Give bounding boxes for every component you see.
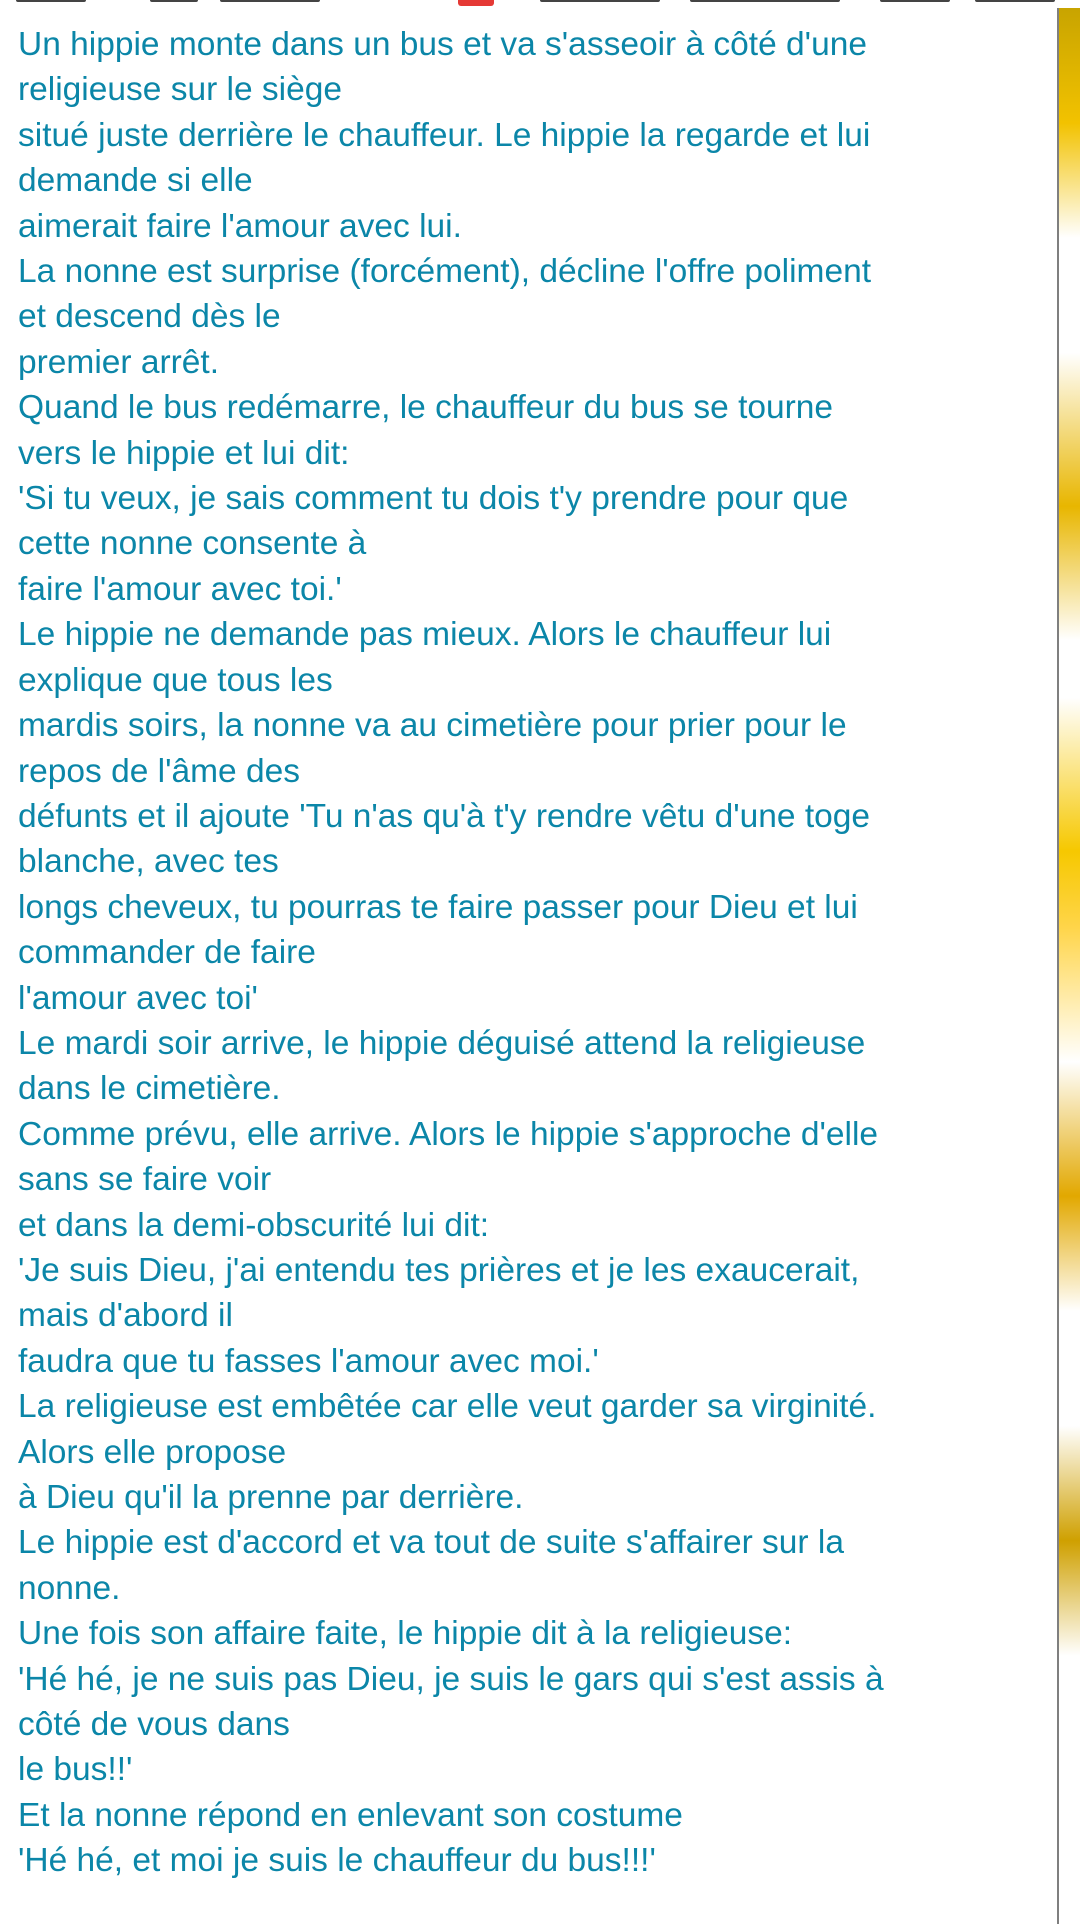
status-icons (540, 0, 660, 2)
post-text (0, 8, 1057, 1884)
post-text-line: dans le cimetière. (18, 1070, 281, 1108)
adjacent-image-edge (1059, 8, 1080, 1924)
post-content (0, 8, 1059, 1924)
post-text-line: commander de faire (18, 934, 316, 972)
post-text-line: La nonne est surprise (forcément), décline l'offre poliment (18, 253, 872, 291)
post-text-line: Le hippie est d'accord et va tout de suite s'affairer sur la (18, 1524, 844, 1562)
post-text-line: l'amour avec toi' (18, 979, 258, 1017)
post-text-line: nonne. (18, 1569, 121, 1607)
post-text-line: blanche, avec tes (18, 843, 279, 881)
post-text-line: 'Hé hé, je ne suis pas Dieu, je suis le gars qui s'est assis à (18, 1660, 884, 1698)
carrier-text-fragment (16, 0, 86, 2)
post-text-line: cette nonne consente à (18, 525, 367, 563)
status-bar (0, 0, 1080, 8)
data-speed-fragment (220, 0, 320, 2)
post-text-line: aimerait faire l'amour avec lui. (18, 207, 462, 245)
post-text-line: situé juste derrière le chauffeur. Le hippie la regarde et lui (18, 116, 871, 154)
post-text-line: le bus!!' (18, 1751, 133, 1789)
connectivity-icons (690, 0, 840, 2)
post-text-line: religieuse sur le siège (18, 71, 343, 109)
post-text-line: mardis soirs, la nonne va au cimetière pour prier pour le (18, 707, 847, 745)
post-text-line: 'Je suis Dieu, j'ai entendu tes prières et je les exaucerait, (18, 1251, 860, 1289)
post-text-line: à Dieu qu'il la prenne par derrière. (18, 1479, 524, 1516)
post-text-line: défunts et il ajoute 'Tu n'as qu'à t'y rendre vêtu d'une toge (18, 797, 871, 835)
clock-fragment (975, 0, 1055, 2)
notification-badge-icon (458, 0, 494, 6)
signal-icon (150, 0, 198, 2)
post-text-line: 'Si tu veux, je sais comment tu dois t'y prendre pour que (18, 480, 849, 518)
post-text-line: Alors elle propose (18, 1433, 287, 1471)
post-text-line: et descend dès le (18, 298, 281, 336)
post-text-line: sans se faire voir (18, 1161, 272, 1199)
post-text-line: Le mardi soir arrive, le hippie déguisé attend la religieuse (18, 1024, 866, 1062)
post-text-line: Quand le bus redémarre, le chauffeur du bus se tourne (18, 389, 834, 427)
post-text-line: demande si elle (18, 162, 253, 200)
post-text-line: côté de vous dans (18, 1706, 290, 1744)
battery-icon (880, 0, 950, 2)
post-text-line: repos de l'âme des (18, 752, 301, 790)
post-text-line: faire l'amour avec toi.' (18, 570, 342, 608)
post-text-line: vers le hippie et lui dit: (18, 434, 350, 472)
post-text-line: premier arrêt. (18, 343, 220, 381)
post-text-line: explique que tous les (18, 661, 333, 699)
post-text-line: faudra que tu fasses l'amour avec moi.' (18, 1342, 599, 1380)
post-text-line: Une fois son affaire faite, le hippie dit à la religieuse: (18, 1615, 793, 1653)
post-text-line: et dans la demi-obscurité lui dit: (18, 1206, 490, 1244)
post-text-line: Le hippie ne demande pas mieux. Alors le chauffeur lui (18, 616, 832, 654)
post-text-line: Un hippie monte dans un bus et va s'asseoir à côté d'une (18, 26, 867, 63)
post-text-line: 'Hé hé, et moi je suis le chauffeur du bus!!!' (18, 1842, 656, 1880)
post-text-line: mais d'abord il (18, 1297, 233, 1335)
post-text-line: Comme prévu, elle arrive. Alors le hippie s'approche d'elle (18, 1115, 879, 1153)
post-text-line: Et la nonne répond en enlevant son costume (18, 1796, 683, 1834)
post-text-line: La religieuse est embêtée car elle veut garder sa virginité. (18, 1388, 877, 1426)
post-text-line: longs cheveux, tu pourras te faire passer pour Dieu et lui (18, 888, 858, 926)
